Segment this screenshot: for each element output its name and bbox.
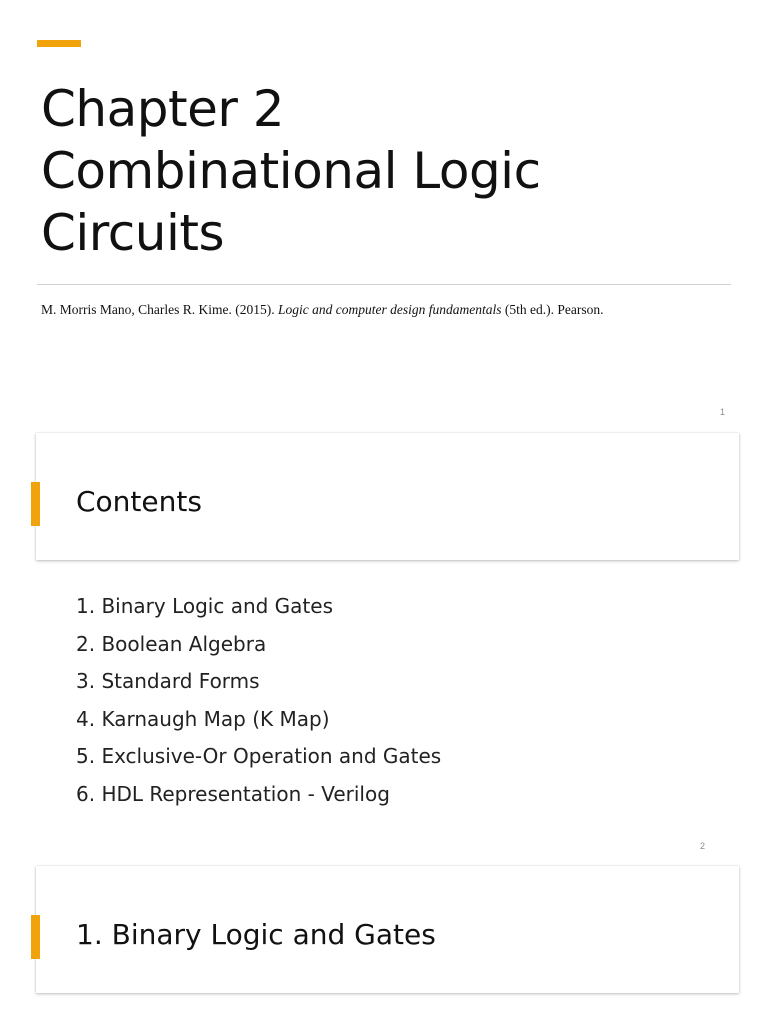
page-number: 2 <box>699 841 705 851</box>
chapter-title-line: Chapter 2 <box>41 80 285 138</box>
section-header-card <box>36 866 739 993</box>
contents-title: Contents <box>76 485 202 518</box>
title-divider <box>37 284 731 285</box>
section-accent-bar <box>31 482 40 526</box>
contents-item: 3. Standard Forms <box>76 669 260 694</box>
contents-item: 2. Boolean Algebra <box>76 631 267 656</box>
chapter-title <box>41 78 721 264</box>
chapter-title-line: Combinational Logic <box>41 142 541 200</box>
contents-item: 6. HDL Representation - Verilog <box>76 781 390 806</box>
page-number: 1 <box>719 407 725 417</box>
contents-header-card <box>36 433 739 560</box>
contents-item: 5. Exclusive-Or Operation and Gates <box>76 744 442 769</box>
contents-item: 1. Binary Logic and Gates <box>76 594 334 618</box>
chapter-title-line: Circuits <box>41 204 224 262</box>
citation-edition-publisher: (5th ed.). Pearson. <box>501 302 604 317</box>
title-accent-bar <box>37 40 81 47</box>
section-title: 1. Binary Logic and Gates <box>76 918 436 951</box>
contents-list <box>76 591 441 817</box>
citation-book-title: Logic and computer design fundamentals <box>277 302 502 317</box>
reference-citation <box>41 302 741 318</box>
citation-authors-year: M. Morris Mano, Charles R. Kime. (2015). <box>41 302 278 317</box>
section-accent-bar <box>31 915 40 959</box>
contents-item: 4. Karnaugh Map (K Map) <box>76 706 330 731</box>
